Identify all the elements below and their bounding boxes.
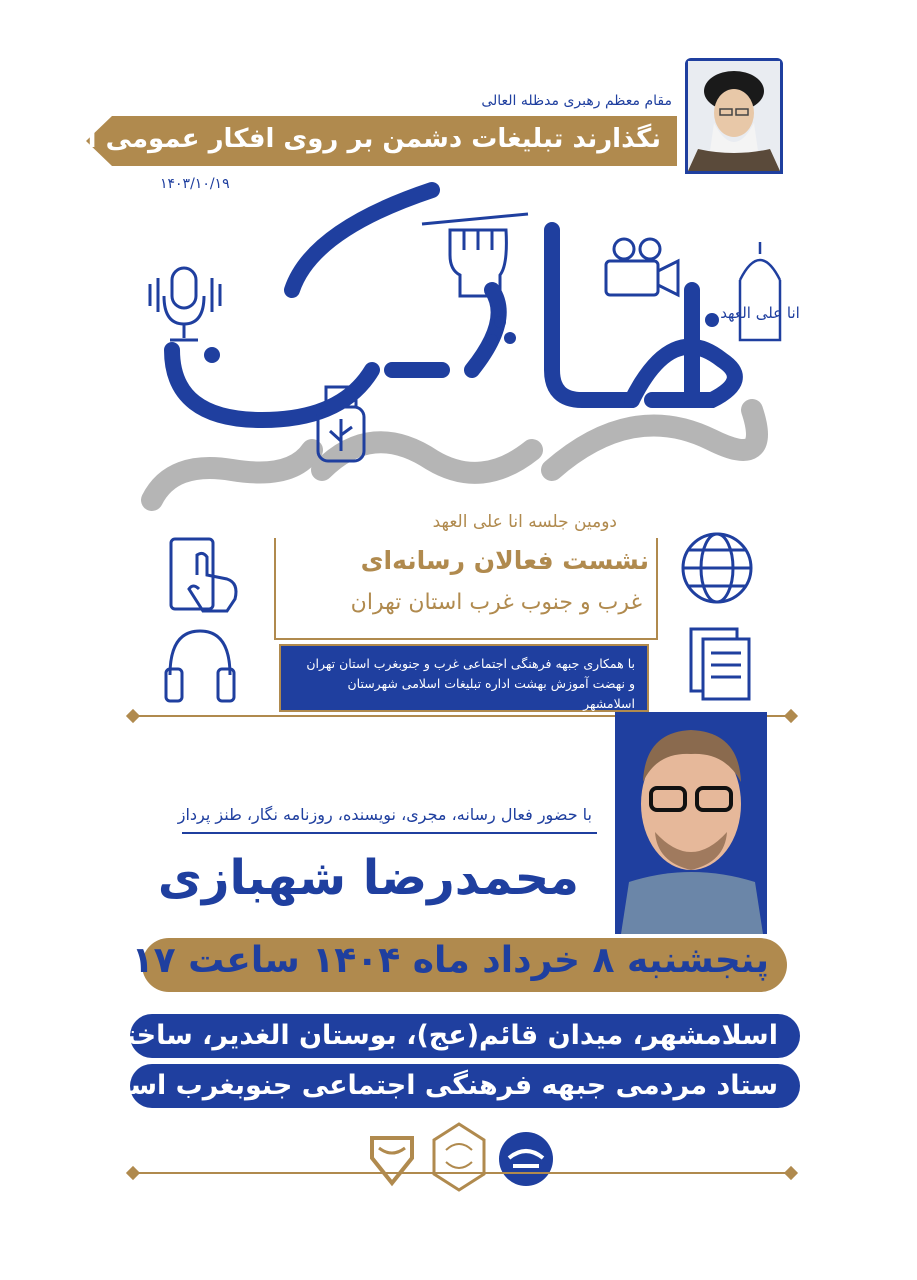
raised-fist-pen-icon — [420, 200, 530, 300]
meeting-number: دومین جلسه انا علی العهد — [432, 512, 617, 532]
speaker-portrait — [615, 712, 767, 934]
roles-underline — [182, 832, 597, 834]
divider-dot — [126, 709, 140, 723]
event-datetime: پنجشنبه ۸ خرداد ماه ۱۴۰۴ ساعت ۱۷ — [131, 940, 769, 981]
leader-label: مقام معظم رهبری مدظله العالی — [481, 93, 672, 109]
quote-date: ۱۴۰۳/۱۰/۱۹ — [160, 176, 230, 192]
topic-region: غرب و جنوب غرب استان تهران — [350, 590, 642, 615]
collab-line-2: و نهضت آموزش بهشت اداره تبلیغات اسلامی شهرستان اسلامشهر — [347, 676, 635, 711]
divider-dot — [784, 1166, 798, 1180]
badge-text: انا علی العهد — [720, 304, 800, 322]
microphone-icon — [142, 262, 227, 347]
divider-dot — [784, 709, 798, 723]
usb-drive-icon — [314, 385, 369, 465]
speaker-name: محمدرضا شهبازی — [157, 850, 579, 906]
collaboration-box — [279, 644, 649, 712]
globe-icon — [677, 528, 757, 608]
divider-dot — [126, 1166, 140, 1180]
quote-text: نگذارند تبلیغات دشمن بر روی افکار عمومی اثر کند. — [2, 124, 661, 154]
speaker-roles: با حضور فعال رسانه، مجری، نویسنده، روزنامه نگار، طنز پرداز — [177, 805, 592, 824]
quote-banner — [2, 116, 677, 166]
video-camera-icon — [602, 235, 682, 300]
organization-logo-3 — [497, 1130, 555, 1188]
location-line-1: اسلامشهر، میدان قائم(عج)، بوستان الغدیر، ساختمان — [130, 1014, 800, 1058]
collab-line-1: با همکاری جبهه فرهنگی اجتماعی غرب و جنوبغرب استان تهران — [306, 656, 635, 671]
organization-logo-1 — [367, 1128, 417, 1188]
location-line-2: ستاد مردمی جبهه فرهنگی اجتماعی جنوبغرب استان تهران — [130, 1064, 800, 1108]
leader-portrait — [685, 58, 783, 174]
footer-divider-line — [132, 1172, 792, 1174]
badge-dome-icon — [720, 240, 800, 350]
documents-icon — [687, 625, 757, 705]
organization-logo-2 — [432, 1122, 487, 1192]
tablet-touch-icon — [167, 535, 247, 615]
topic-title: نشست فعالان رسانه‌ای — [360, 546, 649, 575]
headphones-icon — [162, 625, 237, 705]
